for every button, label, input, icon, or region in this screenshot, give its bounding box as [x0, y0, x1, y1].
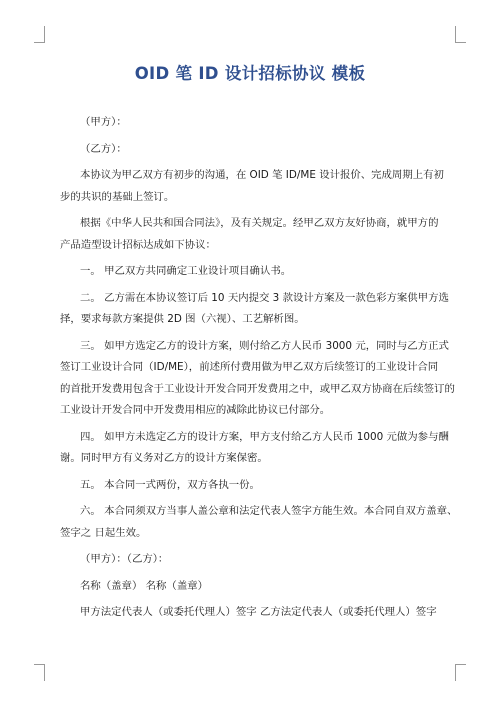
crop-mark-bottom-right [455, 664, 466, 681]
document-title: OID 笔 ID 设计招标协议 模板 [134, 64, 366, 83]
basis-line: 根据《中华人民共和国合同法》，及有关规定。经甲乙双方友好协商，就甲方的 [80, 217, 439, 229]
clause-3 [60, 336, 455, 422]
signature-parties: （甲方）：（乙方）： [80, 553, 169, 565]
party-a-label: （甲方）： [80, 116, 127, 128]
clause-line: 二。 乙方需在本协议签订后 10 天内提交 3 款设计方案及一款色彩方案供甲方选 [80, 291, 449, 304]
clause-line: 签字之 日起生效。 [60, 526, 147, 539]
clause-line: 工业设计开发合同中开发费用相应的减除此协议已付部分。 [60, 404, 331, 416]
clause-2 [60, 288, 449, 331]
signature-names: 名称（盖章） 名称（盖章） [80, 579, 208, 592]
signature-representatives: 甲方法定代表人（或委托代理人）签字 乙方法定代表人（或委托代理人）签字 [80, 606, 437, 618]
crop-mark-bottom-left [34, 664, 45, 681]
clause-line: 签订工业设计合同（ID/ME），前述所付费用做为甲乙双方后续签订的工业设计合同 [60, 361, 439, 373]
clause-line: 的首批开发费用包含于工业设计开发合同开发费用之中，或甲乙双方协商在后续签订的 [60, 382, 455, 395]
crop-mark-top-left [34, 26, 45, 43]
intro-line: 步的共识的基础上签订。 [60, 190, 175, 203]
intro-line: 本协议为甲乙双方有初步的沟通，在 OID 笔 ID/ME 设计报价、完成周期上有初 [80, 169, 444, 181]
clause-line: 五。 本合同一式两份，双方各执一份。 [80, 478, 260, 491]
clause-line: 四。 如甲方未选定乙方的设计方案，甲方支付给乙方人民币 1000 元做为参与酬 [80, 430, 449, 443]
document-body [60, 112, 458, 624]
basis-paragraph [60, 213, 444, 256]
clause-line: 择，要求每款方案提供 2D 图（六视）、工艺解析图。 [60, 313, 305, 325]
clause-6 [60, 501, 458, 544]
crop-mark-top-right [455, 26, 466, 43]
clause-1 [60, 261, 444, 283]
clause-line: 三。 如甲方选定乙方的设计方案，则付给乙方人民币 3000 元，同时与乙方正式 [80, 339, 449, 352]
intro-paragraph [60, 165, 444, 208]
clause-5 [60, 475, 444, 497]
clause-line: 谢。同时甲方有义务对乙方的设计方案保密。 [60, 452, 268, 464]
clause-4 [60, 427, 449, 470]
basis-line: 产品造型设计招标达成如下协议： [60, 238, 216, 251]
clause-line: 一。 甲乙双方共同确定工业设计项目确认书。 [80, 265, 292, 277]
party-b-label: （乙方）： [80, 142, 127, 155]
clause-line: 六。 本合同须双方当事人盖公章和法定代表人签字方能生效。本合同自双方盖章、 [80, 505, 458, 517]
